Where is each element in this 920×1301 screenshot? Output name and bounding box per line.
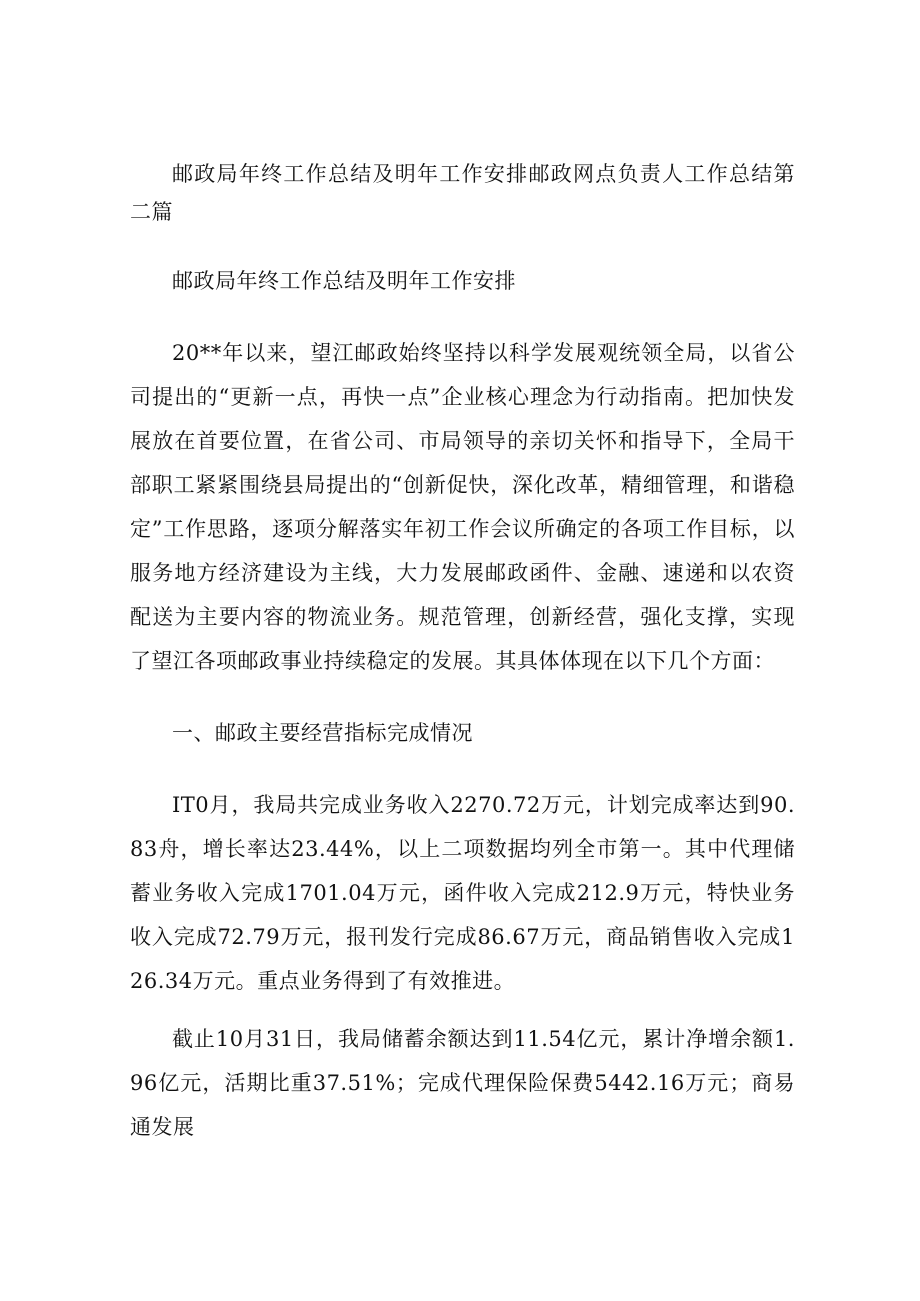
paragraph-intro: 20**年以来，望江邮政始终坚持以科学发展观统领全局，以省公司提出的“更新一点，再快一点”企业核心理念为行动指南。把加快发展放在首要位置，在省公司、市局领导的亲切关怀和指导下，全局干部职工紧紧围绕县局提出的“创新促快，深化改革，精细管理，和谐稳定”工作思路，逐项分解落实年初工作会议所确定的各项工作目标，以服务地方经济建设为主线，大力发展邮政函件、金融、速递和以农资配送为主要内容的物流业务。规范管理，创新经营，强化支撑，实现了望江各项邮政事业持续稳定的发展。其具体体现在以下几个方面： (130, 341, 795, 673)
paragraph-revenue: IT0月，我局共完成业务收入2270.72万元，计划完成率达到90.83舟，增长率达23.44%，以上二项数据均列全市第一。其中代理储蓄业务收入完成1701.04万元，函件收入完成212.9万元，特快业务收入完成72.79万元，报刊发行完成86.67万元，商品销售收入完成126.34万元。重点业务得到了有效推进。 (130, 793, 795, 993)
section-heading: 一、邮政主要经营指标完成情况 (172, 721, 473, 745)
paragraph-savings: 截止10月31日，我局储蓄余额达到11.54亿元，累计净增余额1.96亿元，活期比重37.51%；完成代理保险保费5442.16万元；商易通发展 (130, 1027, 795, 1139)
document-title: 邮政局年终工作总结及明年工作安排邮政网点负责人工作总结第二篇 (130, 162, 795, 224)
document-body (130, 155, 795, 1177)
document-subtitle: 邮政局年终工作总结及明年工作安排 (172, 269, 516, 293)
